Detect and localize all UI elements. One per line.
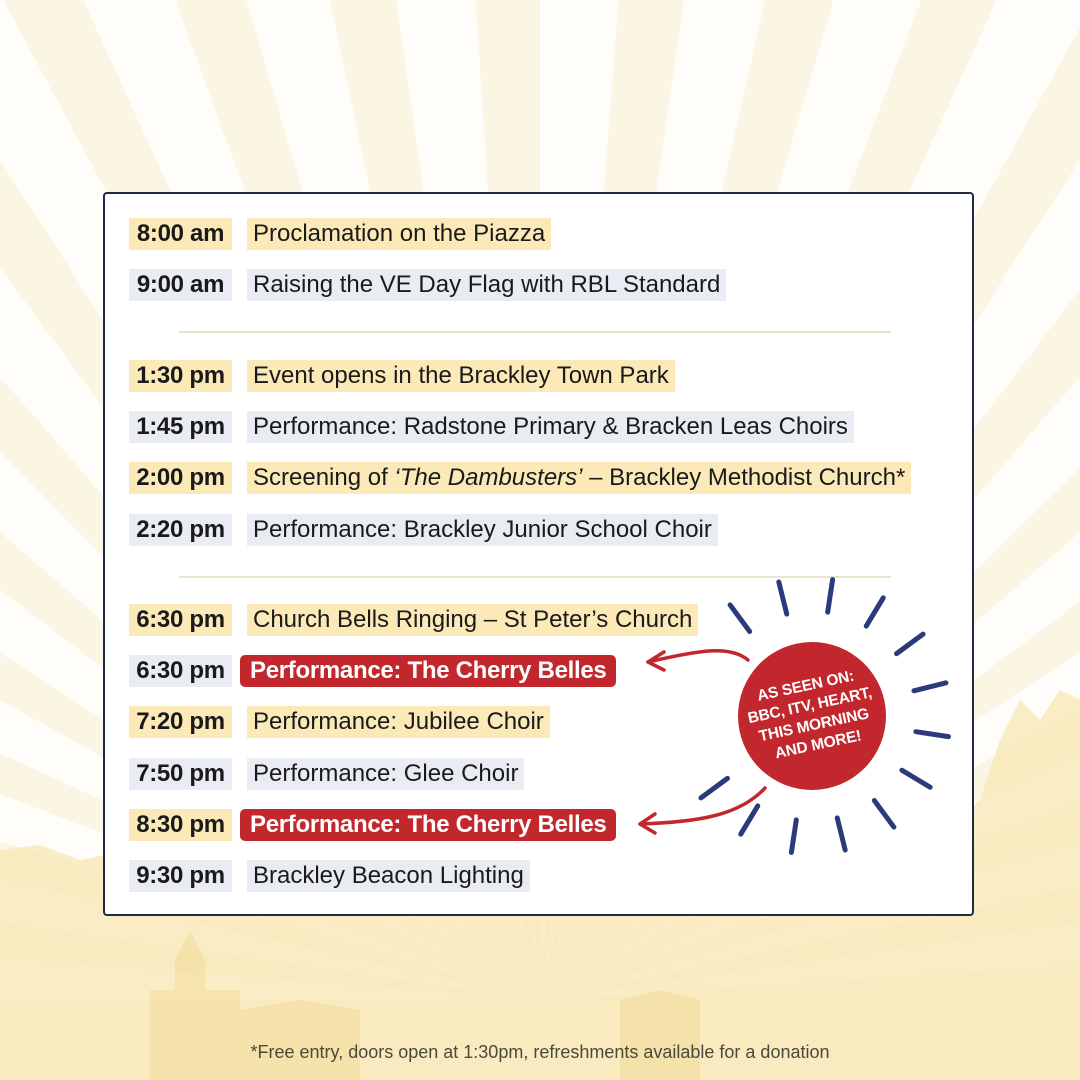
schedule-event-part: ‘The Dambusters’ <box>394 464 583 492</box>
burst-ray <box>866 598 883 626</box>
burst-ray <box>701 778 728 798</box>
schedule-event-part: – Brackley Methodist Church* <box>582 464 906 492</box>
schedule-event: Event opens in the Brackley Town Park <box>247 360 675 392</box>
schedule-time: 8:00 am <box>129 218 232 250</box>
schedule-time: 9:00 am <box>129 269 232 301</box>
burst-ray <box>897 634 924 654</box>
burst-ray <box>741 806 758 834</box>
burst-ray <box>902 770 930 787</box>
schedule-time: 8:30 pm <box>129 809 232 841</box>
burst-ray <box>779 582 787 614</box>
schedule-time: 2:20 pm <box>129 514 232 546</box>
curved-arrow-icon <box>640 788 765 824</box>
burst-ray <box>837 818 845 850</box>
burst-ray <box>914 683 946 691</box>
schedule-time: 7:20 pm <box>129 706 232 738</box>
schedule-event: Performance: Jubilee Choir <box>247 706 550 738</box>
section-divider <box>179 331 891 333</box>
schedule-event: Church Bells Ringing – St Peter’s Church <box>247 604 698 636</box>
schedule-event: Raising the VE Day Flag with RBL Standard <box>247 269 726 301</box>
schedule-time: 1:45 pm <box>129 411 232 443</box>
schedule-time: 9:30 pm <box>129 860 232 892</box>
schedule-event: Performance: The Cherry Belles <box>240 809 616 841</box>
schedule-time: 7:50 pm <box>129 758 232 790</box>
badge-text: AS SEEN ON: BBC, ITV, HEART, THIS MORNING AND MORE! <box>746 667 874 763</box>
schedule-event: Proclamation on the Piazza <box>247 218 551 250</box>
footnote: *Free entry, doors open at 1:30pm, refreshments available for a donation <box>250 1042 830 1062</box>
schedule-time: 6:30 pm <box>129 604 232 636</box>
schedule-event: Brackley Beacon Lighting <box>247 860 530 892</box>
schedule-event: Performance: Brackley Junior School Choir <box>247 514 718 546</box>
burst-ray <box>916 732 949 737</box>
schedule-event <box>247 462 911 494</box>
schedule-event: Performance: Glee Choir <box>247 758 524 790</box>
schedule-time: 6:30 pm <box>129 655 232 687</box>
burst-ray <box>828 580 833 613</box>
burst-ray <box>730 605 750 632</box>
schedule-event: Performance: Radstone Primary & Bracken Leas Choirs <box>247 411 854 443</box>
schedule-time: 2:00 pm <box>129 462 232 494</box>
burst-ray <box>874 801 894 828</box>
schedule-event: Performance: The Cherry Belles <box>240 655 616 687</box>
schedule-event-part: Screening of <box>253 464 395 492</box>
burst-ray <box>791 820 796 853</box>
schedule-time: 1:30 pm <box>129 360 232 392</box>
